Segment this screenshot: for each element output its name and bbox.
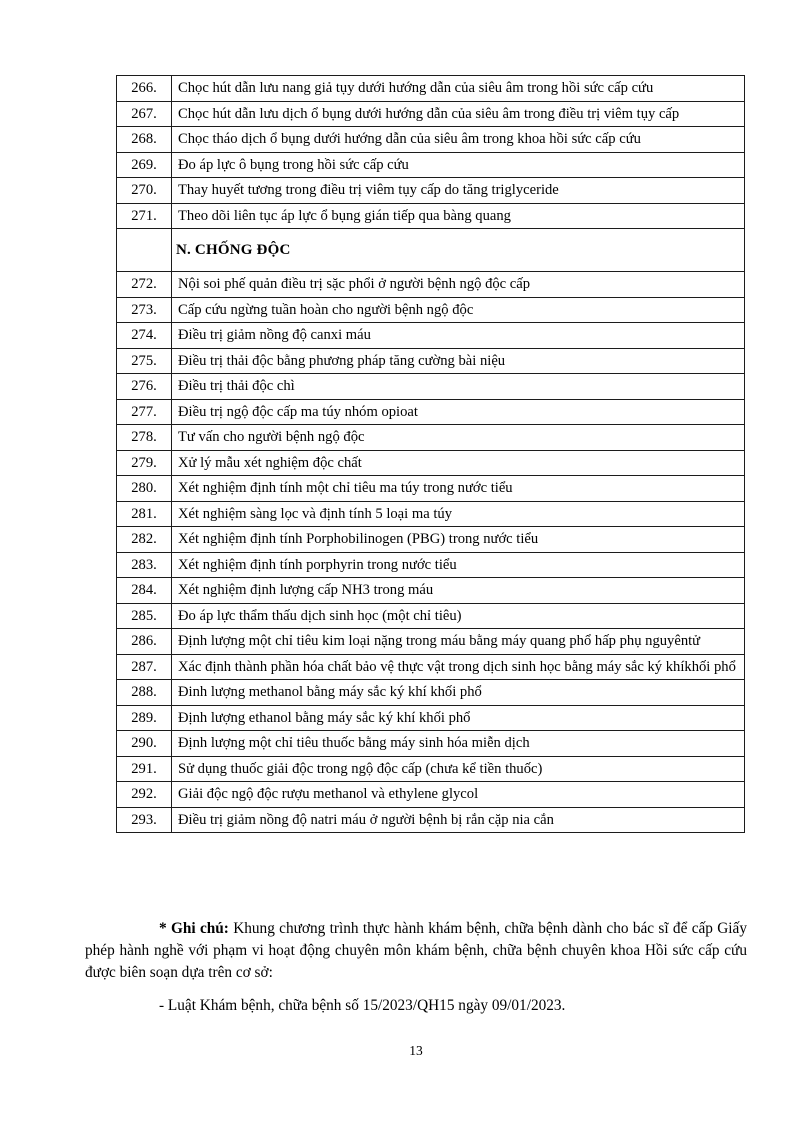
- row-text-cell: Định lượng ethanol bằng máy sắc ký khí khối phổ: [172, 705, 745, 731]
- row-number-cell: 274.: [117, 323, 172, 349]
- table-row: [117, 297, 745, 323]
- row-text-cell: Xét nghiệm định lượng cấp NH3 trong máu: [172, 578, 745, 604]
- table-row: [117, 450, 745, 476]
- row-number-cell: 281.: [117, 501, 172, 527]
- row-number-cell: 287.: [117, 654, 172, 680]
- table-row: [117, 629, 745, 655]
- row-number-cell: 266.: [117, 76, 172, 102]
- row-text-cell: Đo áp lực thẩm thấu dịch sinh học (một chỉ tiêu): [172, 603, 745, 629]
- table-row: [117, 603, 745, 629]
- row-number-cell: 270.: [117, 178, 172, 204]
- table-row: [117, 552, 745, 578]
- row-number-cell: 278.: [117, 425, 172, 451]
- row-number-cell: 272.: [117, 272, 172, 298]
- page-number: 13: [409, 1043, 423, 1058]
- row-number-cell: 276.: [117, 374, 172, 400]
- row-number-cell: 289.: [117, 705, 172, 731]
- table-row: [117, 782, 745, 808]
- row-text-cell: Định lượng một chỉ tiêu thuốc bằng máy sinh hóa miễn dịch: [172, 731, 745, 757]
- row-text-cell: Theo dõi liên tục áp lực ổ bụng gián tiếp qua bàng quang: [172, 203, 745, 229]
- table-row: [117, 323, 745, 349]
- row-text-cell: Điều trị giảm nồng độ canxi máu: [172, 323, 745, 349]
- table-row: [117, 578, 745, 604]
- row-text-cell: Nội soi phế quản điều trị sặc phổi ở người bệnh ngộ độc cấp: [172, 272, 745, 298]
- table-row: [117, 101, 745, 127]
- row-number-cell: 290.: [117, 731, 172, 757]
- row-text-cell: Chọc hút dẫn lưu dịch ổ bụng dưới hướng dẫn của siêu âm trong điều trị viêm tụy cấp: [172, 101, 745, 127]
- row-number-cell: 288.: [117, 680, 172, 706]
- row-text-cell: Sử dụng thuốc giải độc trong ngộ độc cấp (chưa kể tiền thuốc): [172, 756, 745, 782]
- table-row: [117, 501, 745, 527]
- row-text-cell: Xét nghiệm định tính Porphobilinogen (PBG) trong nước tiểu: [172, 527, 745, 553]
- row-number-cell: 286.: [117, 629, 172, 655]
- row-text-cell: Chọc hút dẫn lưu nang giả tụy dưới hướng dẫn của siêu âm trong hồi sức cấp cứu: [172, 76, 745, 102]
- procedure-table: [116, 75, 745, 833]
- row-number-cell: 285.: [117, 603, 172, 629]
- procedure-table-wrap: [116, 75, 745, 833]
- row-number-cell: 277.: [117, 399, 172, 425]
- footnote: [85, 918, 747, 1017]
- row-number-cell: 269.: [117, 152, 172, 178]
- row-number-cell: 273.: [117, 297, 172, 323]
- footnote-label: * Ghi chú:: [159, 920, 229, 937]
- row-number-cell: 282.: [117, 527, 172, 553]
- row-text-cell: Đinh lượng methanol bằng máy sắc ký khí khối phổ: [172, 680, 745, 706]
- table-row: [117, 654, 745, 680]
- row-number-cell: 291.: [117, 756, 172, 782]
- table-row: [117, 705, 745, 731]
- table-row: [117, 203, 745, 229]
- table-row: [117, 731, 745, 757]
- row-number-cell: 279.: [117, 450, 172, 476]
- table-row: [117, 756, 745, 782]
- row-number-cell: 271.: [117, 203, 172, 229]
- table-row: [117, 178, 745, 204]
- row-text-cell: Xét nghiệm sàng lọc và định tính 5 loại ma túy: [172, 501, 745, 527]
- row-text-cell: Thay huyết tương trong điều trị viêm tụy cấp do tăng triglyceride: [172, 178, 745, 204]
- procedure-table-body: [117, 76, 745, 833]
- row-text-cell: Xét nghiệm định tính porphyrin trong nước tiểu: [172, 552, 745, 578]
- table-row: [117, 152, 745, 178]
- table-row: [117, 807, 745, 833]
- section-header-cell: N. CHỐNG ĐỘC: [172, 229, 745, 272]
- row-text-cell: Điều trị thải độc chì: [172, 374, 745, 400]
- row-number-cell: 268.: [117, 127, 172, 153]
- row-text-cell: Xác định thành phần hóa chất bảo vệ thực vật trong dịch sinh học bằng máy sắc ký khíkhối phổ: [172, 654, 745, 680]
- row-number-cell: 283.: [117, 552, 172, 578]
- row-text-cell: Tư vấn cho người bệnh ngộ độc: [172, 425, 745, 451]
- row-text-cell: Xét nghiệm định tính một chỉ tiêu ma túy trong nước tiểu: [172, 476, 745, 502]
- row-text-cell: Xử lý mẫu xét nghiệm độc chất: [172, 450, 745, 476]
- row-number-cell: 275.: [117, 348, 172, 374]
- footnote-paragraph: [85, 918, 747, 984]
- row-text-cell: Đo áp lực ô bụng trong hồi sức cấp cứu: [172, 152, 745, 178]
- row-text-cell: Chọc tháo dịch ổ bụng dưới hướng dẫn của siêu âm trong khoa hồi sức cấp cứu: [172, 127, 745, 153]
- table-row: [117, 127, 745, 153]
- row-text-cell: Giải độc ngộ độc rượu methanol và ethylene glycol: [172, 782, 745, 808]
- row-text-cell: Điều trị giảm nồng độ natri máu ở người bệnh bị rắn cặp nia cắn: [172, 807, 745, 833]
- table-row: [117, 374, 745, 400]
- table-row: [117, 399, 745, 425]
- section-header-row: [117, 229, 745, 272]
- row-number-cell: 284.: [117, 578, 172, 604]
- table-row: [117, 76, 745, 102]
- table-row: [117, 272, 745, 298]
- row-text-cell: Điều trị thải độc bằng phương pháp tăng cường bài niệu: [172, 348, 745, 374]
- row-number-cell: 280.: [117, 476, 172, 502]
- footnote-reference: - Luật Khám bệnh, chữa bệnh số 15/2023/QH15 ngày 09/01/2023.: [159, 997, 566, 1014]
- row-text-cell: Định lượng một chỉ tiêu kim loại nặng trong máu bằng máy quang phổ hấp phụ nguyêntử: [172, 629, 745, 655]
- table-row: [117, 476, 745, 502]
- row-number-cell: 292.: [117, 782, 172, 808]
- table-row: [117, 527, 745, 553]
- row-text-cell: Cấp cứu ngừng tuần hoàn cho người bệnh ngộ độc: [172, 297, 745, 323]
- footnote-text: Khung chương trình thực hành khám bệnh, chữa bệnh dành cho bác sĩ để cấp Giấy phép hành nghề với phạm vi hoạt động chuyên môn khám bệnh, chữa bệnh chuyên khoa Hồi sức cấp cứu được biên soạn dựa trên cơ sở:: [85, 920, 747, 981]
- table-row: [117, 348, 745, 374]
- row-number-cell: [117, 229, 172, 272]
- table-row: [117, 425, 745, 451]
- row-number-cell: 267.: [117, 101, 172, 127]
- table-row: [117, 680, 745, 706]
- row-text-cell: Điều trị ngộ độc cấp ma túy nhóm opioat: [172, 399, 745, 425]
- row-number-cell: 293.: [117, 807, 172, 833]
